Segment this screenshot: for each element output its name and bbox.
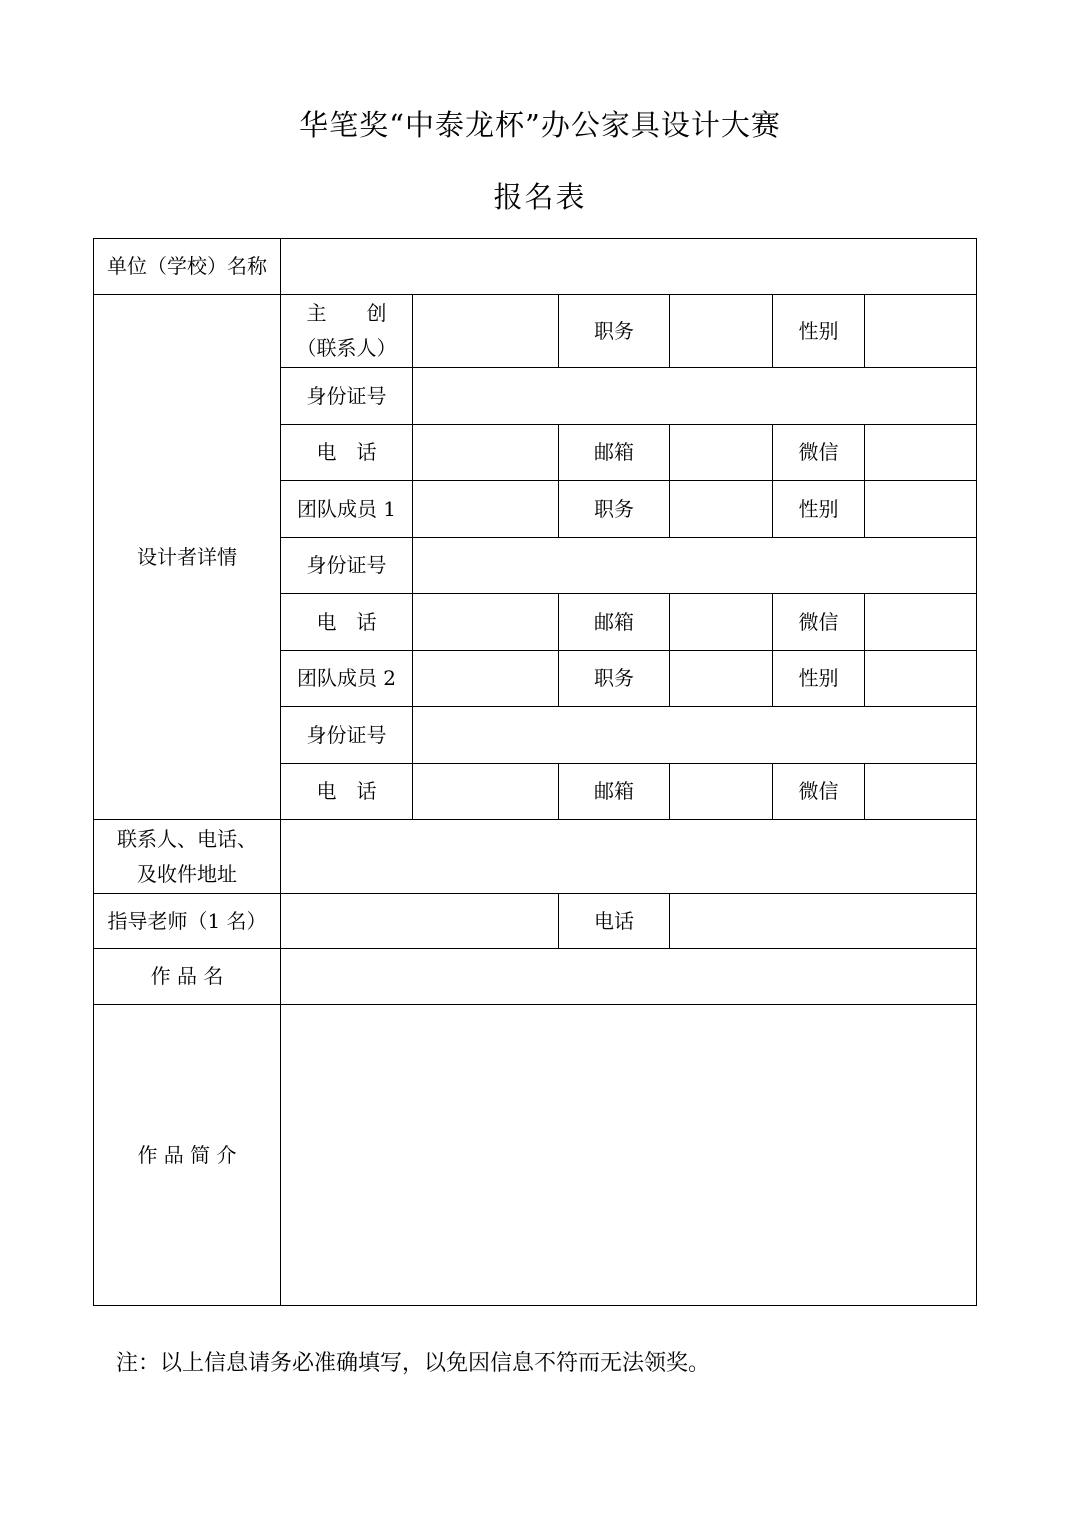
member2-name-field[interactable]	[413, 651, 559, 707]
member2-wechat-label: 微信	[773, 764, 865, 820]
form-note: 注：以上信息请务必准确填写，以免因信息不符而无法领奖。	[116, 1351, 711, 1376]
member2-wechat-field[interactable]	[865, 764, 977, 820]
member1-id-field[interactable]	[413, 538, 977, 594]
lead-position-field[interactable]	[670, 295, 773, 368]
designer-section-label: 设计者详情	[94, 295, 281, 820]
teacher-name-field[interactable]	[281, 894, 559, 949]
member1-label: 团队成员 1	[281, 481, 413, 538]
member2-position-label: 职务	[559, 651, 670, 707]
member1-email-field[interactable]	[670, 594, 773, 651]
member1-id-label: 身份证号	[281, 538, 413, 594]
member2-phone-field[interactable]	[413, 764, 559, 820]
registration-form-table	[93, 238, 977, 1306]
page-title: 华笔奖“中泰龙杯”办公家具设计大赛	[299, 108, 781, 142]
contact-address-label	[94, 820, 281, 894]
member1-email-label: 邮箱	[559, 594, 670, 651]
lead-wechat-label: 微信	[773, 425, 865, 481]
member1-position-label: 职务	[559, 481, 670, 538]
member1-wechat-label: 微信	[773, 594, 865, 651]
contact-address-label-line1: 联系人、电话、	[117, 826, 257, 851]
lead-designer-label-line1: 主 创	[306, 301, 387, 325]
lead-gender-label: 性别	[773, 295, 865, 368]
lead-gender-field[interactable]	[865, 295, 977, 368]
member2-email-label: 邮箱	[559, 764, 670, 820]
member1-phone-field[interactable]	[413, 594, 559, 651]
member2-phone-label: 电 话	[281, 764, 413, 820]
teacher-phone-field[interactable]	[670, 894, 977, 949]
lead-email-field[interactable]	[670, 425, 773, 481]
work-intro-label: 作 品 简 介	[94, 1005, 281, 1306]
lead-id-label: 身份证号	[281, 368, 413, 425]
member2-email-field[interactable]	[670, 764, 773, 820]
lead-wechat-field[interactable]	[865, 425, 977, 481]
unit-name-field[interactable]	[281, 239, 977, 295]
lead-designer-name-field[interactable]	[413, 295, 559, 368]
member2-position-field[interactable]	[670, 651, 773, 707]
unit-name-label: 单位（学校）名称	[94, 239, 281, 295]
member1-phone-label: 电 话	[281, 594, 413, 651]
member1-gender-field[interactable]	[865, 481, 977, 538]
work-intro-field[interactable]	[281, 1005, 977, 1306]
member1-position-field[interactable]	[670, 481, 773, 538]
member2-label: 团队成员 2	[281, 651, 413, 707]
form-subtitle: 报名表	[493, 180, 587, 214]
work-name-field[interactable]	[281, 949, 977, 1005]
work-name-label: 作 品 名	[94, 949, 281, 1005]
member1-name-field[interactable]	[413, 481, 559, 538]
lead-position-label: 职务	[559, 295, 670, 368]
contact-address-label-line2: 及收件地址	[137, 861, 237, 886]
lead-phone-label: 电 话	[281, 425, 413, 481]
lead-phone-field[interactable]	[413, 425, 559, 481]
lead-id-field[interactable]	[413, 368, 977, 425]
member2-id-label: 身份证号	[281, 707, 413, 764]
contact-address-field[interactable]	[281, 820, 977, 894]
member1-wechat-field[interactable]	[865, 594, 977, 651]
member2-gender-label: 性别	[773, 651, 865, 707]
teacher-label: 指导老师（1 名）	[94, 894, 281, 949]
teacher-phone-label: 电话	[559, 894, 670, 949]
member1-gender-label: 性别	[773, 481, 865, 538]
lead-designer-label	[281, 295, 413, 368]
lead-designer-label-line2: （联系人）	[296, 336, 397, 360]
lead-email-label: 邮箱	[559, 425, 670, 481]
member2-id-field[interactable]	[413, 707, 977, 764]
member2-gender-field[interactable]	[865, 651, 977, 707]
